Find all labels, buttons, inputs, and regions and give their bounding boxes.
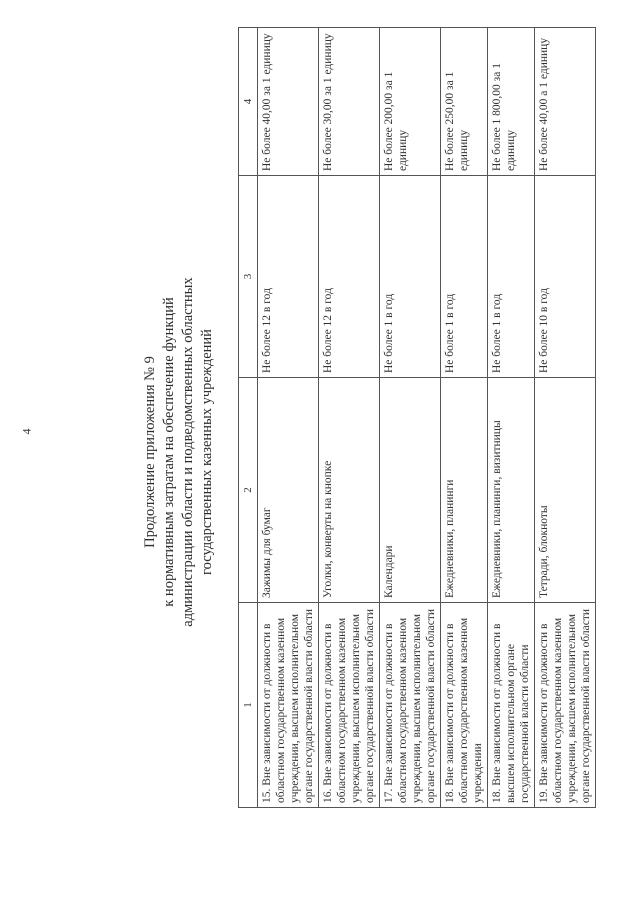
table-header-row [239, 28, 258, 808]
price-cell: Не более 30,00 за 1 единицу [319, 28, 380, 176]
table-row [488, 28, 535, 808]
quantity-cell: Не более 12 в год [258, 176, 319, 378]
price-cell: Не более 250,00 за 1 единицу [441, 28, 488, 176]
table-row [319, 28, 380, 808]
quantity-cell: Не более 1 в год [488, 176, 535, 378]
quantity-cell: Не более 12 в год [319, 176, 380, 378]
quantity-cell: Не более 1 в год [380, 176, 441, 378]
position-cell: 16. Вне зависимости от должности в областном государственном казенном учреждении, высшем исполнительном органе государственной власти области [319, 603, 380, 808]
item-cell: Ежедневники, планинги, визитницы [488, 378, 535, 603]
table-row [441, 28, 488, 808]
position-cell: 17. Вне зависимости от должности в областном государственном казенном учреждении, высшем исполнительном органе государственной власти области [380, 603, 441, 808]
table-row [258, 28, 319, 808]
appendix-heading [141, 16, 236, 888]
column-header: 3 [239, 176, 258, 378]
price-cell: Не более 1 800,00 за 1 единицу [488, 28, 535, 176]
norms-table [238, 27, 596, 808]
table-row [535, 28, 596, 808]
item-cell: Уголки, конверты на кнопке [319, 378, 380, 603]
price-cell: Не более 40,00 а 1 единицу [535, 28, 596, 176]
quantity-cell: Не более 10 в год [535, 176, 596, 378]
landscape-sheet [141, 16, 592, 888]
item-cell: Тетради, блокноты [535, 378, 596, 603]
heading-line-1: Продолжение приложения № 9 [142, 356, 158, 548]
heading-line-3: администрации области и подведомственных областных [180, 277, 196, 627]
heading-line-2: к нормативным затратам на обеспечение функций [161, 297, 177, 607]
column-header: 1 [239, 603, 258, 808]
price-cell: Не более 40,00 за 1 единицу [258, 28, 319, 176]
price-cell: Не более 200,00 за 1 единицу [380, 28, 441, 176]
position-cell: 19. Вне зависимости от должности в областном государственном казенном учреждении, высшем исполнительном органе государственной власти области [535, 603, 596, 808]
table-row [380, 28, 441, 808]
position-cell: 18. Вне зависимости от должности в высшем исполнительном органе государственной власти области [488, 603, 535, 808]
column-header: 4 [239, 28, 258, 176]
position-cell: 18. Вне зависимости от должности в областном государственном казенном учреждении [441, 603, 488, 808]
position-cell: 15. Вне зависимости от должности в областном государственном казенном учреждении, высшем исполнительном органе государственной власти области [258, 603, 319, 808]
item-cell: Зажимы для бумаг [258, 378, 319, 603]
quantity-cell: Не более 1 в год [441, 176, 488, 378]
page-number: 4 [19, 428, 34, 435]
item-cell: Календари [380, 378, 441, 603]
column-header: 2 [239, 378, 258, 603]
item-cell: Ежедневники, планинги [441, 378, 488, 603]
heading-line-4: государственных казенных учреждений [199, 329, 215, 575]
